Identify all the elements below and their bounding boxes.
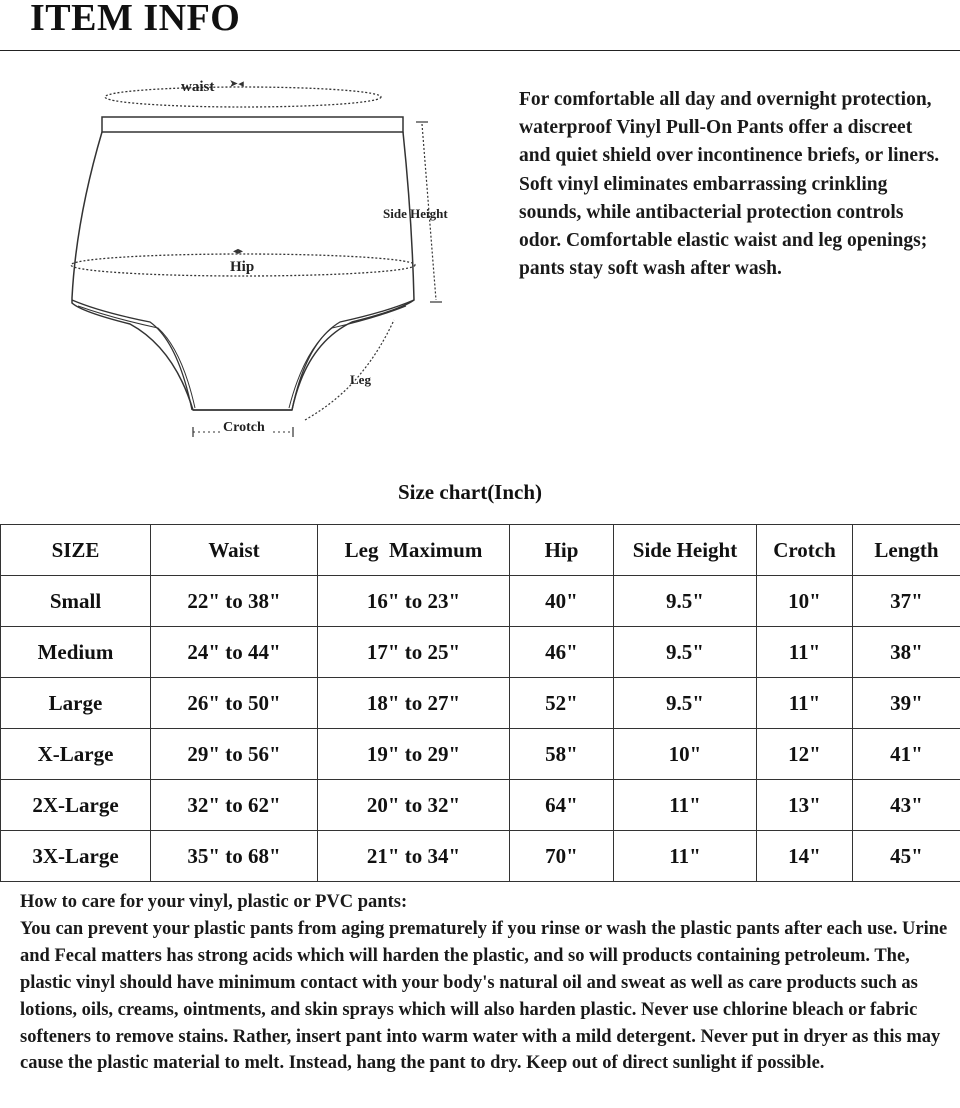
table-cell: 24" to 44" (151, 627, 318, 678)
table-cell: 35" to 68" (151, 831, 318, 882)
table-cell: 38" (853, 627, 960, 678)
table-row (1, 780, 960, 831)
table-cell: 19" to 29" (318, 729, 510, 780)
pants-diagram (0, 60, 480, 460)
table-cell: 20" to 32" (318, 780, 510, 831)
leg-measure-line (305, 320, 394, 420)
description-paragraph: Soft vinyl eliminates embarrassing crinkling sounds, while antibacterial protection controls odor. Comfortable elastic waist and leg openings; pants stay soft wash after wash. (519, 173, 928, 280)
page-title: ITEM INFO (30, 0, 241, 39)
waist-measure-line (105, 87, 381, 107)
table-cell: 10" (614, 729, 757, 780)
table-header-row (1, 525, 960, 576)
table-cell: 26" to 50" (151, 678, 318, 729)
table-cell: 11" (614, 780, 757, 831)
size-chart-title: Size chart(Inch) (397, 480, 543, 504)
table-row (1, 729, 960, 780)
table-cell: 11" (757, 627, 853, 678)
table-cell: 46" (510, 627, 614, 678)
table-cell: 11" (757, 678, 853, 729)
table-cell: 32" to 62" (151, 780, 318, 831)
right-leg-band (292, 300, 414, 410)
table-cell: 58" (510, 729, 614, 780)
hip-arrow-icon: ◂▸ (233, 246, 244, 257)
header-divider (0, 50, 960, 51)
table-cell: 18" to 27" (318, 678, 510, 729)
care-body: You can prevent your plastic pants from aging prematurely if you rinse or wash the plastic pants after each use. Urine and Fecal matters has strong acids which will harden the plastic, and so will products containing petroleum. The, plastic vinyl should have minimum contact with your body's natural oil and sweat as well as care products such as lotions, oils, creams, ointments, and skin sprays which will also harden plastic. Never use chlorine bleach or fabric softeners to remove stains. Rather, insert pant into warm water with a mild detergent. Never put in dryer as this may cause the plastic material to melt. Instead, hang the pant to dry. Keep out of direct sunlight if possible. (20, 918, 948, 1074)
table-cell: 10" (757, 576, 853, 627)
waistband-outline (102, 117, 403, 132)
care-instructions (20, 889, 955, 1077)
table-cell: 41" (853, 729, 960, 780)
care-heading: How to care for your vinyl, plastic or PVC pants: (20, 892, 408, 912)
table-cell: 64" (510, 780, 614, 831)
table-row (1, 678, 960, 729)
table-row (1, 627, 960, 678)
table-cell: 70" (510, 831, 614, 882)
column-header: SIZE (1, 525, 151, 576)
leg-label: Leg (350, 372, 371, 387)
column-header: Length (853, 525, 960, 576)
left-leg-band (72, 300, 192, 410)
table-row (1, 576, 960, 627)
table-row (1, 831, 960, 882)
table-cell: 12" (757, 729, 853, 780)
table-cell: 17" to 25" (318, 627, 510, 678)
column-header: Side Height (614, 525, 757, 576)
table-cell: 16" to 23" (318, 576, 510, 627)
column-header: Hip (510, 525, 614, 576)
size-cell: Large (1, 678, 151, 729)
table-cell: 37" (853, 576, 960, 627)
table-cell: 29" to 56" (151, 729, 318, 780)
crotch-label: Crotch (223, 420, 265, 435)
left-leg-band-inner (78, 306, 195, 408)
hip-label: Hip (230, 259, 255, 275)
column-header: Leg Maximum (318, 525, 510, 576)
table-cell: 45" (853, 831, 960, 882)
waist-label: waist (181, 79, 215, 95)
table-cell: 9.5" (614, 678, 757, 729)
table-cell: 11" (614, 831, 757, 882)
waist-arrow-icon: ➤◂ (229, 78, 244, 90)
column-header: Waist (151, 525, 318, 576)
size-cell: Small (1, 576, 151, 627)
size-cell: X-Large (1, 729, 151, 780)
table-cell: 13" (757, 780, 853, 831)
table-cell: 9.5" (614, 627, 757, 678)
table-cell: 39" (853, 678, 960, 729)
table-cell: 40" (510, 576, 614, 627)
size-cell: Medium (1, 627, 151, 678)
table-cell: 43" (853, 780, 960, 831)
size-cell: 2X-Large (1, 780, 151, 831)
table-cell: 52" (510, 678, 614, 729)
size-chart-table (0, 524, 960, 882)
table-cell: 21" to 34" (318, 831, 510, 882)
table-cell: 22" to 38" (151, 576, 318, 627)
product-description (519, 86, 944, 283)
table-cell: 9.5" (614, 576, 757, 627)
table-cell: 14" (757, 831, 853, 882)
column-header: Crotch (757, 525, 853, 576)
size-cell: 3X-Large (1, 831, 151, 882)
right-leg-band-inner (289, 306, 406, 408)
side-height-label: Side Height (383, 206, 448, 221)
description-paragraph: For comfortable all day and overnight protection, waterproof Vinyl Pull-On Pants offer a discreet and quiet shield over incontinence briefs, or liners. (519, 89, 940, 167)
